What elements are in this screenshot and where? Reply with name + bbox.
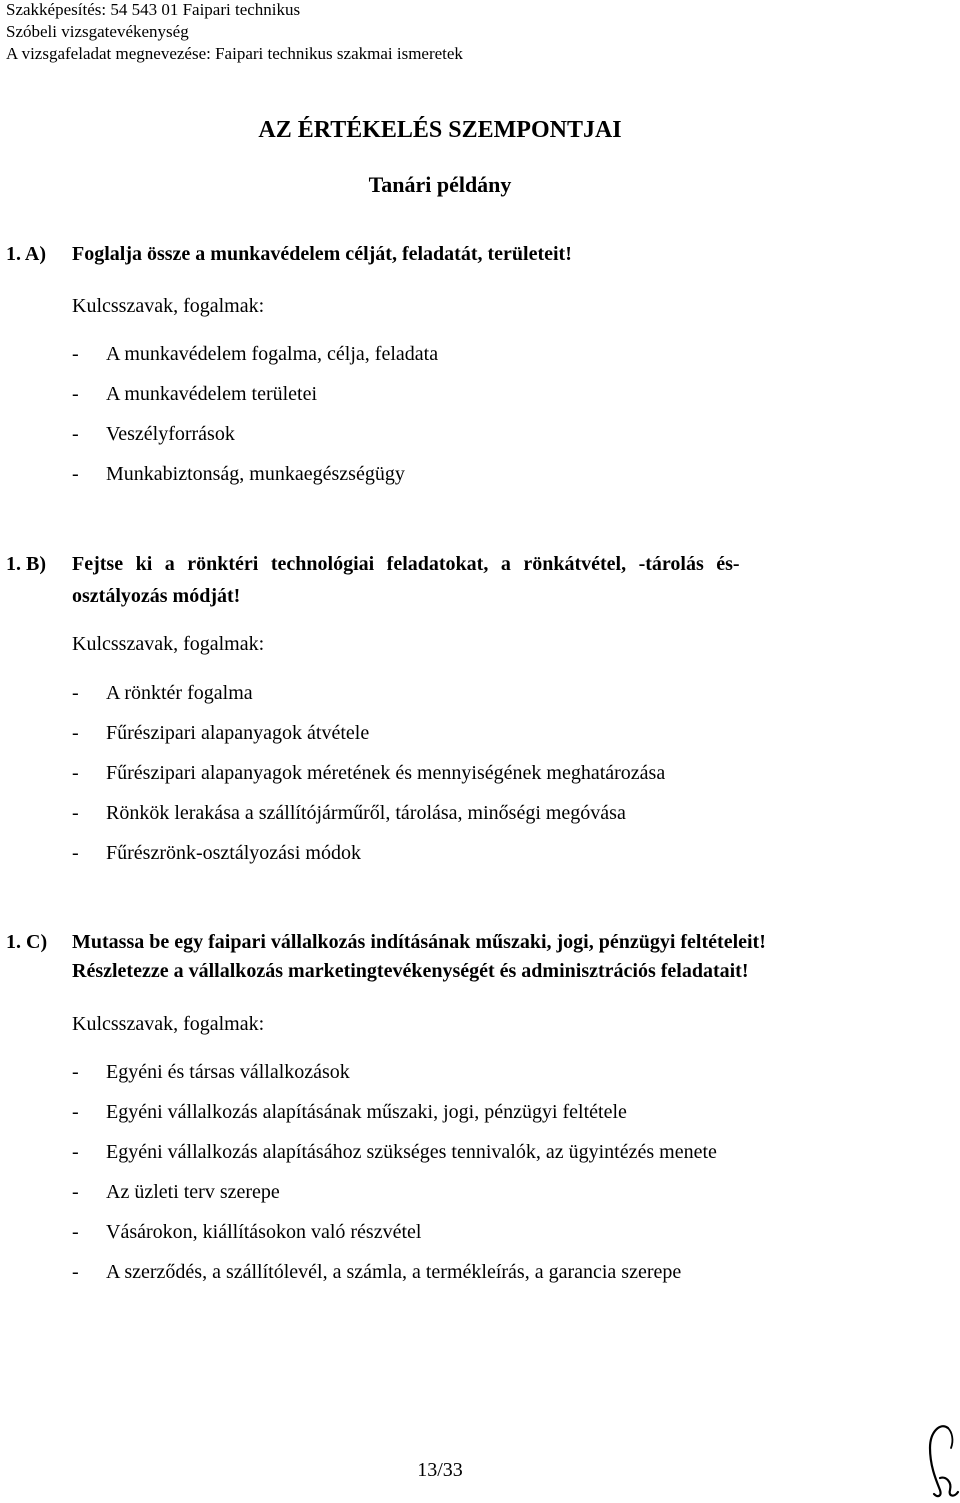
list-dash: - <box>72 1101 79 1123</box>
list-item <box>72 462 405 486</box>
list-item-text: A munkavédelem fogalma, célja, feladata <box>106 343 439 365</box>
list-dash: - <box>72 1221 79 1243</box>
header-line-qualification: Szakképesítés: 54 543 01 Faipari technikus <box>6 0 301 19</box>
list-dash: - <box>72 1141 79 1163</box>
list-dash: - <box>72 383 79 405</box>
list-item <box>72 342 438 366</box>
list-item <box>72 761 665 785</box>
list-item <box>72 1220 421 1244</box>
list-item <box>72 1100 627 1124</box>
list-item-text: A rönktér fogalma <box>106 682 253 704</box>
list-item-text: Egyéni és társas vállalkozások <box>106 1061 350 1083</box>
list-item <box>72 422 235 446</box>
page-title: AZ ÉRTÉKELÉS SZEMPONTJAI <box>258 117 622 143</box>
list-item-text: A munkavédelem területei <box>106 383 318 405</box>
list-item <box>72 681 253 705</box>
list-item <box>72 1140 717 1164</box>
list-item-text: Munkabiztonság, munkaegészségügy <box>106 463 405 485</box>
question-c-text-line2: Részletezze a vállalkozás marketingtevékenységét és adminisztrációs feladatait! <box>72 960 749 982</box>
list-item-text: Fűrészrönk-osztályozási módok <box>106 842 361 864</box>
list-item-text: Vásárokon, kiállításokon való részvétel <box>106 1221 422 1243</box>
question-c-keywords-label: Kulcsszavak, fogalmak: <box>72 1013 265 1035</box>
list-dash: - <box>72 682 79 704</box>
question-a-number: 1. A) <box>6 243 46 265</box>
list-item-text: Fűrészipari alapanyagok átvétele <box>106 722 370 744</box>
question-b-text-line1: Fejtse ki a rönktéri technológiai feladatokat, a rönkátvétel, -tárolás és- <box>72 553 740 575</box>
list-item-text: A szerződés, a szállítólevél, a számla, a termékleírás, a garancia szerepe <box>106 1261 682 1283</box>
list-item <box>72 1060 350 1084</box>
question-c-number: 1. C) <box>6 931 48 953</box>
list-dash: - <box>72 1061 79 1083</box>
list-item-text: Egyéni vállalkozás alapításához szükséges tennivalók, az ügyintézés menete <box>106 1141 717 1163</box>
list-dash: - <box>72 802 79 824</box>
list-dash: - <box>72 842 79 864</box>
question-b-keywords-label: Kulcsszavak, fogalmak: <box>72 633 265 655</box>
list-item <box>72 841 361 865</box>
question-b-number: 1. B) <box>6 553 46 575</box>
question-c-text-line1: Mutassa be egy faipari vállalkozás indításának műszaki, jogi, pénzügyi feltételeit! <box>72 931 766 953</box>
list-dash: - <box>72 722 79 744</box>
question-a-keywords-label: Kulcsszavak, fogalmak: <box>72 295 265 317</box>
list-item-text: Veszélyforrások <box>106 423 235 445</box>
list-item <box>72 382 317 406</box>
header-line-task-name: A vizsgafeladat megnevezése: Faipari technikus szakmai ismeretek <box>6 44 463 63</box>
list-dash: - <box>72 1181 79 1203</box>
list-item-text: Egyéni vállalkozás alapításának műszaki, jogi, pénzügyi feltétele <box>106 1101 627 1123</box>
list-item <box>72 801 626 825</box>
list-item-text: Az üzleti terv szerepe <box>106 1181 280 1203</box>
list-dash: - <box>72 423 79 445</box>
list-item <box>72 1260 681 1284</box>
list-item-text: Rönkök lerakása a szállítójárműről, tárolása, minőségi megóvása <box>106 802 626 824</box>
question-b-text-line2: osztályozás módját! <box>72 585 241 607</box>
list-item <box>72 1180 280 1204</box>
list-dash: - <box>72 463 79 485</box>
question-a-text: Foglalja össze a munkavédelem célját, feladatát, területeit! <box>72 243 572 265</box>
header-line-exam-type: Szóbeli vizsgatevékenység <box>6 22 189 41</box>
list-dash: - <box>72 343 79 365</box>
page-subtitle: Tanári példány <box>368 172 512 197</box>
list-dash: - <box>72 762 79 784</box>
list-item-text: Fűrészipari alapanyagok méretének és mennyiségének meghatározása <box>106 762 666 784</box>
signature-icon <box>918 1418 960 1503</box>
list-item <box>72 721 369 745</box>
page-number: 13/33 <box>417 1459 463 1481</box>
list-dash: - <box>72 1261 79 1283</box>
